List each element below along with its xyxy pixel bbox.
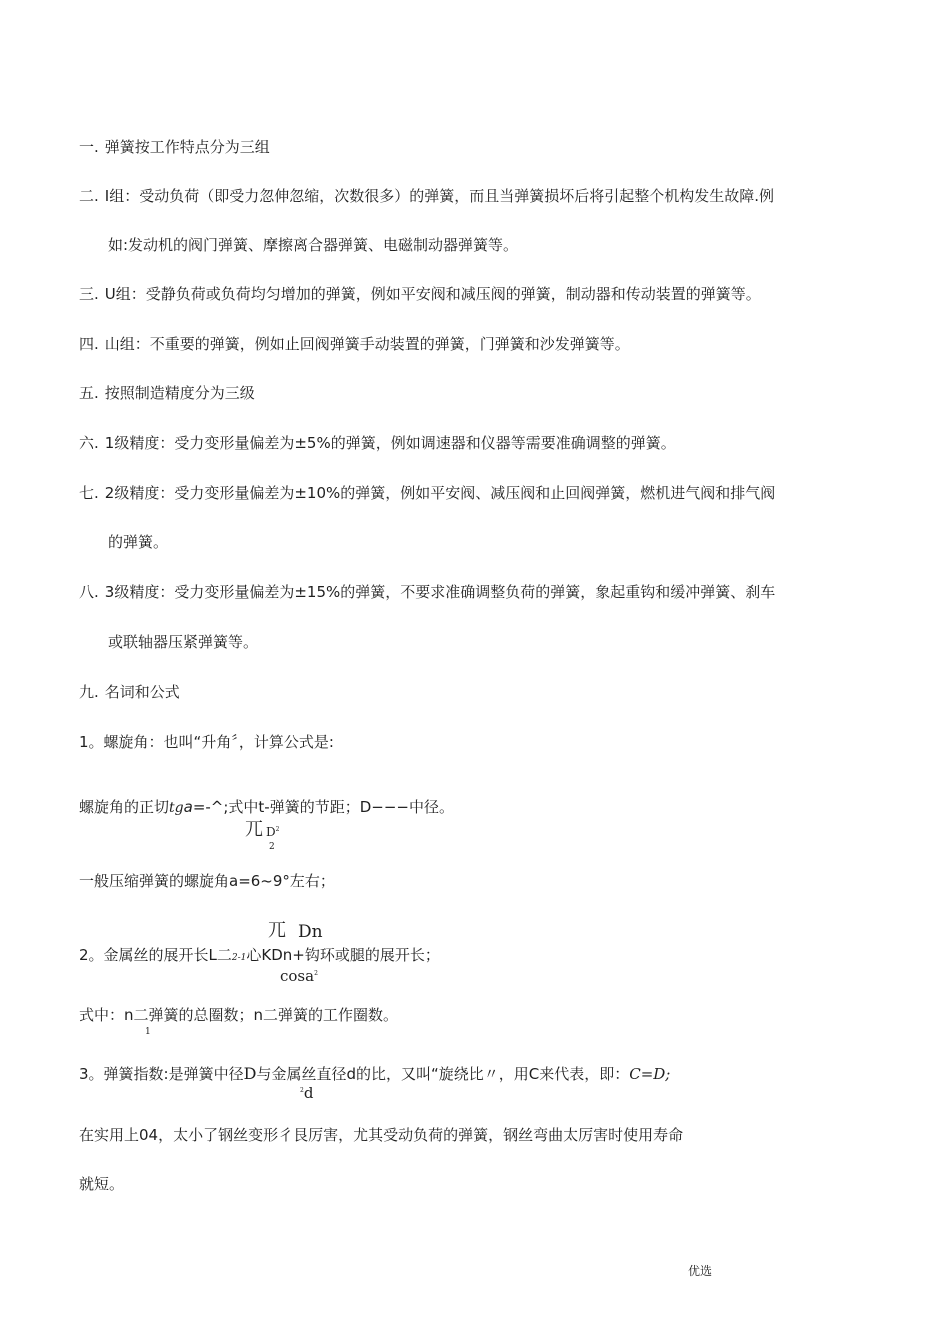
- item-8-continuation: 或联轴器压紧弹簧等。: [108, 633, 259, 651]
- formula-subscript: 2: [269, 842, 275, 852]
- item-5: [79, 383, 255, 403]
- spring-index-line: [79, 1064, 670, 1084]
- item-6: [79, 433, 676, 453]
- index-d-upper: D: [243, 1064, 257, 1083]
- item-number: 二.: [79, 187, 99, 205]
- item-1: [79, 137, 270, 157]
- length-pi-symbol: 兀: [268, 920, 286, 941]
- item-7: [79, 483, 775, 503]
- item-text: 1级精度：受力变形量偏差为±5%的弹簧，例如调速器和仪器等需要准确调整的弹簧。: [104, 434, 676, 452]
- item-7-continuation: 的弹簧。: [108, 533, 169, 551]
- formula-prefix: 螺旋角的正切: [79, 798, 170, 816]
- practical-note-line-2: 就短。: [79, 1175, 125, 1193]
- item-text: 弹簧按工作特点分为三组: [104, 138, 270, 156]
- item-text: 名词和公式: [104, 683, 180, 701]
- item-text: U组：受静负荷或负荷均匀增加的弹簧，例如平安阀和减压阀的弹簧，制动器和传动装置的弹簧等。: [104, 285, 761, 303]
- item-number: 八.: [79, 583, 99, 601]
- length-numerator-dn: Dn: [298, 922, 323, 942]
- index-formula: C=D;: [629, 1065, 671, 1083]
- item-8: [79, 582, 775, 602]
- item-9: [79, 682, 180, 702]
- item-number: 三.: [79, 285, 99, 303]
- item-number: 六.: [79, 434, 99, 452]
- index-denominator-d: d: [303, 1084, 314, 1102]
- formula-d-letter: D: [266, 825, 276, 839]
- coil-count-line: [79, 1005, 398, 1025]
- item-text: 3级精度：受力变形量偏差为±15%的弹簧，不要求准确调整负荷的弹簧，象起重钩和缓冲弹簧、刹车: [104, 583, 776, 601]
- helix-angle-heading: 1。螺旋角：也叫“升角〞，计算公式是:: [79, 733, 334, 751]
- length-suffix: 心KDn+钩环或腿的展开长；: [246, 946, 440, 964]
- length-cos: cosa: [280, 967, 315, 985]
- page-footer: 优选: [688, 1264, 713, 1278]
- index-middle: 与金属丝直径d的比，又叫“旋绕比〃，用C来代表，即：: [256, 1065, 630, 1083]
- practical-note-line-1: 在实用上04，太小了钢丝变形彳艮厉害，尤其受动负荷的弹簧，钢丝弯曲太厉害时使用寿命: [79, 1126, 684, 1144]
- coil-subscript: 1: [145, 1027, 151, 1037]
- length-cos-superscript: 2: [314, 970, 318, 977]
- index-denominator-superscript: 2: [300, 1087, 304, 1094]
- formula-tg: tg: [169, 800, 184, 816]
- formula-d-superscript: 2: [275, 826, 280, 833]
- formula-suffix: =-^;式中t-弹簧的节距；D−−−中径。: [192, 798, 454, 816]
- item-2: [79, 186, 774, 206]
- item-4: [79, 334, 630, 354]
- index-prefix: 3。弹簧指数:是弹簧中径: [79, 1065, 244, 1083]
- coil-suffix: 二弹簧的总圈数；n二弹簧的工作圈数。: [133, 1006, 399, 1024]
- formula-pi-symbol: 兀: [245, 819, 263, 840]
- item-text: 2级精度：受力变形量偏差为±10%的弹簧，例如平安阀、减压阀和止回阀弹簧，燃机进气阀和排气阀: [104, 484, 776, 502]
- item-number: 七.: [79, 484, 99, 502]
- item-number: 一.: [79, 138, 99, 156]
- item-text: 山组：不重要的弹簧，例如止回阀弹簧手动装置的弹簧，门弹簧和沙发弹簧等。: [104, 335, 630, 353]
- item-3: [79, 284, 761, 304]
- helix-angle-range: 一般压缩弹簧的螺旋角a=6~9°左右；: [79, 872, 335, 890]
- item-2-continuation: 如:发动机的阀门弹簧、摩擦离合器弹簧、电磁制动器弹簧等。: [108, 236, 519, 254]
- length-denominator: [280, 964, 318, 986]
- wire-length-formula: [79, 945, 440, 968]
- formula-alpha: a: [183, 798, 193, 816]
- length-prefix: 2。金属丝的展开长L二: [79, 946, 232, 964]
- item-number: 九.: [79, 683, 99, 701]
- length-subscript: 2-1: [231, 953, 247, 963]
- formula-denominator-d: [266, 823, 279, 839]
- item-text: I组：受动负荷（即受力忽伸忽缩，次数很多）的弹簧，而且当弹簧损坏后将引起整个机构发生故障.例: [104, 187, 774, 205]
- item-text: 按照制造精度分为三级: [104, 384, 255, 402]
- index-denominator: [300, 1082, 313, 1102]
- item-number: 四.: [79, 335, 99, 353]
- item-number: 五.: [79, 384, 99, 402]
- coil-prefix: 式中：n: [79, 1006, 134, 1024]
- helix-angle-formula: [79, 797, 454, 818]
